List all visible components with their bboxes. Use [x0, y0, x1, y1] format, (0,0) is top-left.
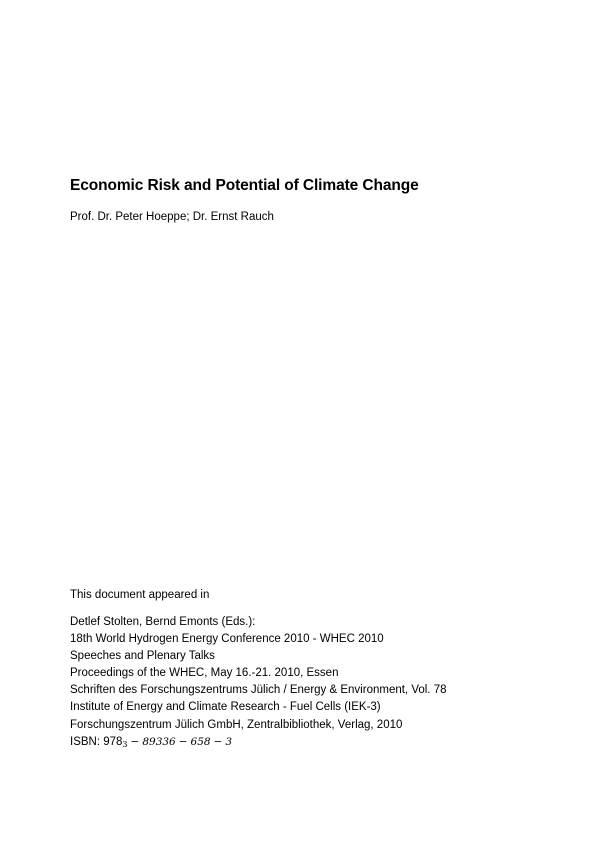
- citation-institute: Institute of Energy and Climate Research - Fuel Cells (IEK-3): [70, 701, 381, 714]
- citation-publisher: Forschungszentrum Jülich GmbH, Zentralbibliothek, Verlag, 2010: [70, 718, 403, 731]
- citation-volume-type: Speeches and Plenary Talks: [70, 650, 215, 663]
- isbn-subscript: 3: [122, 739, 128, 749]
- isbn-minus-1: −: [130, 735, 140, 748]
- isbn-minus-3: −: [213, 735, 223, 748]
- isbn-part-1: 89336: [142, 735, 176, 748]
- document-authors: Prof. Dr. Peter Hoeppe; Dr. Ernst Rauch: [70, 211, 274, 223]
- citation-editors: Detlef Stolten, Bernd Emonts (Eds.):: [70, 616, 256, 628]
- citation-block: [70, 614, 447, 753]
- isbn-part-2: 658: [190, 735, 211, 748]
- citation-series: Schriften des Forschungszentrums Jülich / Energy & Environment, Vol. 78: [70, 684, 447, 697]
- document-title: Economic Risk and Potential of Climate Change: [70, 177, 419, 194]
- appeared-in-label: This document appeared in: [70, 589, 210, 601]
- isbn-math: [122, 736, 232, 748]
- citation-conference: 18th World Hydrogen Energy Conference 2010 - WHEC 2010: [70, 633, 384, 646]
- citation-isbn: [70, 734, 447, 753]
- citation-proceedings: Proceedings of the WHEC, May 16.-21. 2010, Essen: [70, 667, 339, 680]
- isbn-part-3: 3: [225, 735, 233, 748]
- isbn-label: ISBN: 978: [70, 735, 123, 748]
- isbn-minus-2: −: [178, 735, 188, 748]
